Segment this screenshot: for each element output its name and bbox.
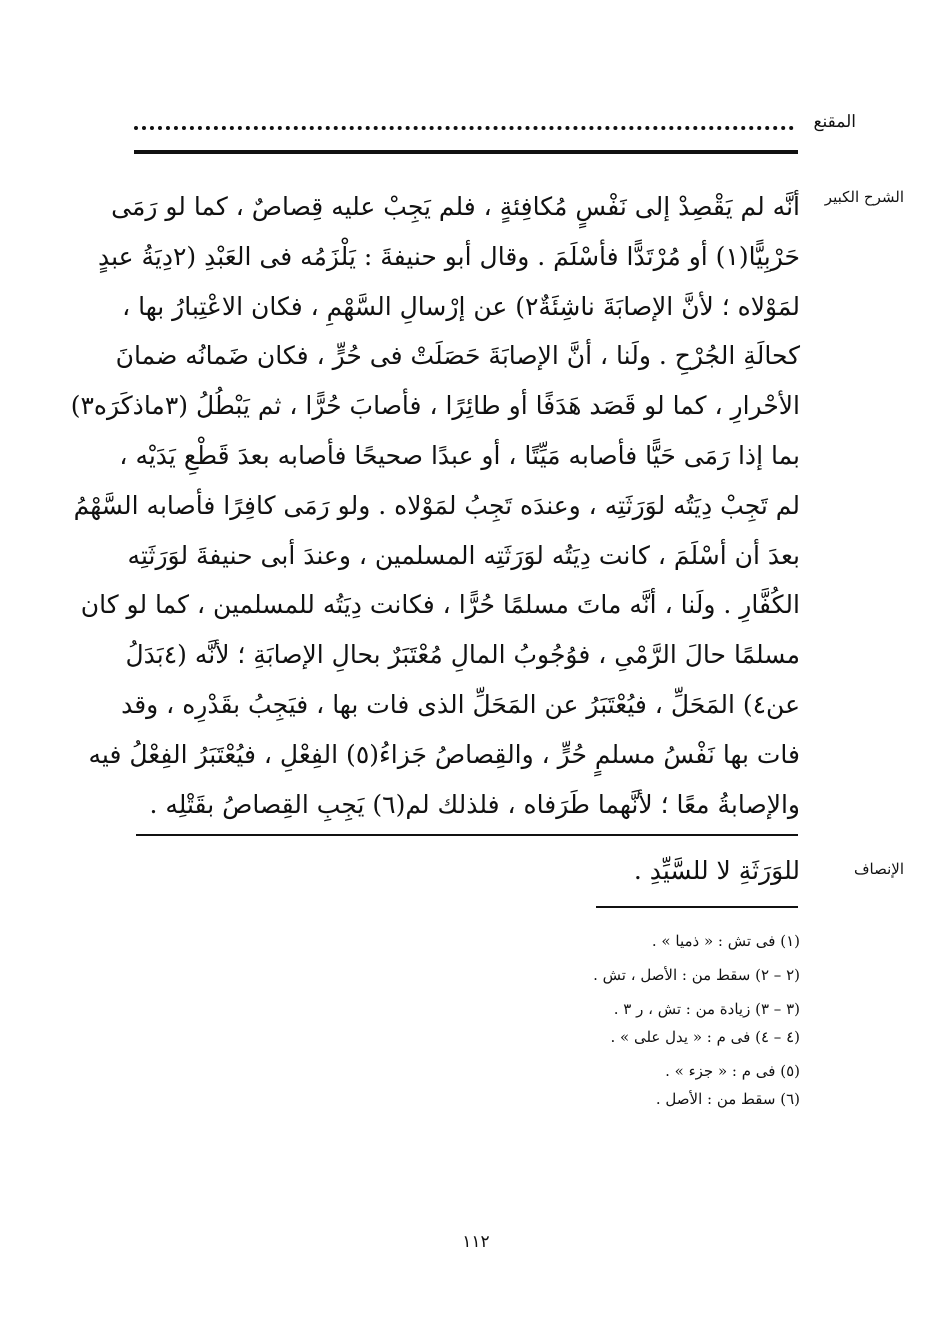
page-number: ١١٢	[462, 1232, 490, 1252]
insaf-text: للوَرَثَةِ لا للسَّيِّدِ .	[633, 856, 800, 885]
footnote-rule	[596, 906, 798, 908]
commentary-text	[70, 182, 800, 829]
text-line: أنَّه لم يَقْصِدْ إلى نَفْسٍ مُكافِئةٍ ، فلم يَجِبْ عليه قِصاصٌ ، كما لو رَمَى	[111, 192, 800, 221]
text-line: والإصابةُ معًا ؛ لأنَّهما طَرَفاه ، فلذلك لم(٦) يَجِبِ القِصاصُ بقَتْلِه .	[149, 789, 800, 819]
text-line: مسلمًا حالَ الرَّمْىِ ، فوُجُوبُ المالِ مُعْتَبَرٌ بحالِ الإصابَةِ ؛ لأنَّه (٤بَدَلُ	[125, 640, 800, 670]
footnotes	[300, 928, 800, 1114]
footnote: (٦) سقط من : الأصل .	[655, 1090, 800, 1108]
text-line: لمَوْلاه ؛ لأنَّ الإصابَةَ ناشِئَةٌ٢) عن إرْسالِ السَّهْمِ ، فكان الاعْتِبارُ بها ،	[122, 291, 800, 321]
text-line: الكُفَّارِ . ولَنا ، أنَّه ماتَ مسلمًا حُرًّا ، فكانت دِيَتُه للمسلمين ، كما لو كان	[80, 590, 800, 620]
footnote: (١) فى تش : « ذميا » .	[651, 932, 800, 950]
text-line: بما إذا رَمَى حَيًّا فأصابه مَيِّتًا ، أو عبدًا صحيحًا فأصابه بعدَ قَطْعِ يَدَيْه ،	[119, 440, 800, 470]
dotted-separator	[134, 126, 794, 130]
text-line: بعدَ أن أسْلَمَ ، كانت دِيَتُه لوَرَثَتِه المسلمين ، وعندَ أبى حنيفةَ لوَرَثَتِه	[127, 540, 800, 570]
text-line: فات بها نَفْسُ مسلمٍ حُرٍّ ، والقِصاصُ جَزاءُ(٥) الفِعْلِ ، فيُعْتَبَرُ الفِعْلُ فيه	[88, 739, 800, 769]
text-line: عن٤) المَحَلِّ ، فيُعْتَبَرُ عن المَحَلِّ الذى فات بها ، فيَجِبُ بقَدْرِه ، وقد	[121, 689, 800, 719]
margin-label-sharh: الشرح الكبير	[824, 188, 904, 206]
running-title: المقنع	[813, 112, 856, 132]
text-line: لم تَجِبْ دِيَتُه لوَرَثَتِه ، وعندَه تَجِبُ لمَوْلاه . ولو رَمَى كافِرًا فأصابه السَّهْمُ	[73, 490, 800, 520]
text-line: كحالَةِ الجُرْحِ . ولَنا ، أنَّ الإصابَةَ حَصَلَتْ فى حُرٍّ ، فكان ضَمانُه ضمانَ	[115, 341, 800, 371]
footnote: (٤ – ٤) فى م : « يدل على » .	[610, 1028, 800, 1046]
text-line: الأحْرارِ ، كما لو قَصَد هَدَفًا أو طائِرًا ، فأصابَ حُرًّا ، ثم يَبْطُلُ (٣ماذكَرَه٣)	[70, 391, 800, 421]
section-rule	[136, 834, 798, 836]
footnote: (٢ – ٢) سقط من : الأصل ، تش .	[593, 966, 800, 984]
margin-label-insaf: الإنصاف	[853, 860, 904, 878]
text-line: حَرْبِيًّا(١) أو مُرْتَدًّا فأسْلَمَ . وقال أبو حنيفةَ : يَلْزَمُه فى العَبْدِ (٢دِيَةُ عبدٍ	[97, 241, 800, 271]
footnote: (٥) فى م : « جزء » .	[665, 1062, 800, 1080]
footnote: (٣ – ٣) زيادة من : تش ، ر ٣ .	[613, 1000, 800, 1018]
header-rule	[134, 150, 798, 154]
